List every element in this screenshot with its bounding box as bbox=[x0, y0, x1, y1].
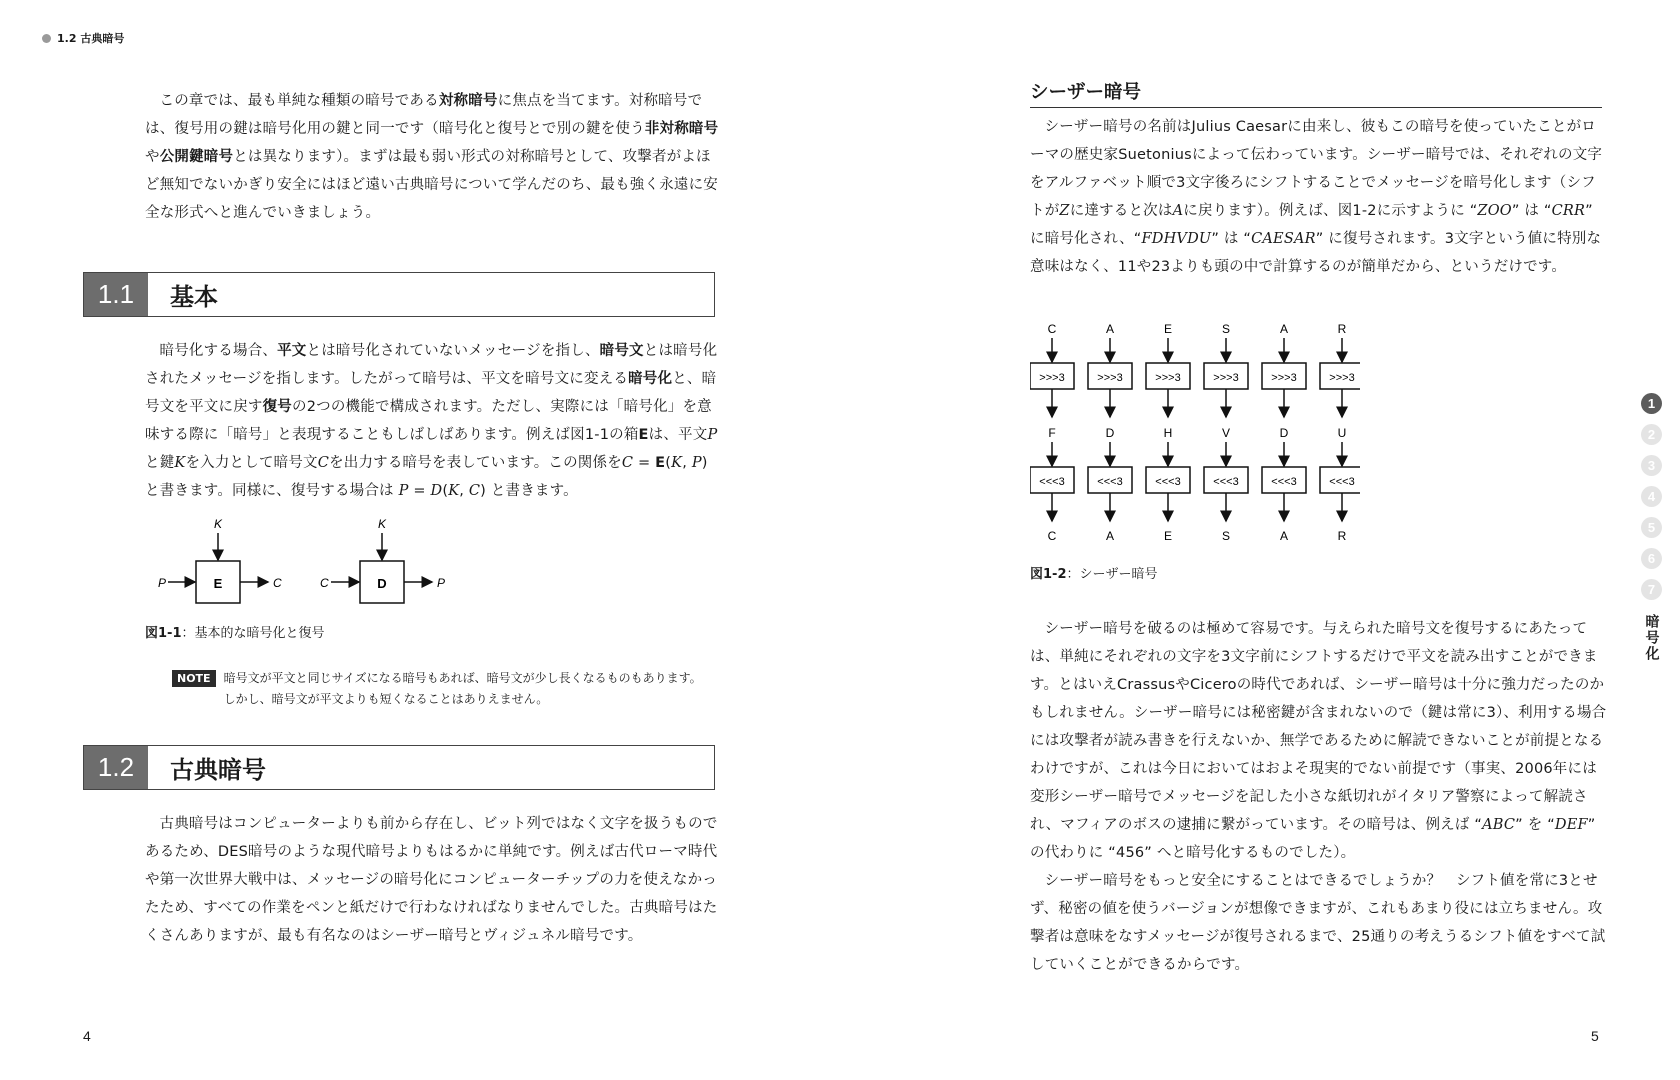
fig1-enc-c-label: C bbox=[273, 576, 282, 590]
chapter-nav-item-2[interactable]: 2 bbox=[1641, 424, 1662, 445]
fig1-dec-p-label: P bbox=[437, 576, 446, 590]
figure-1-2-caption-label: 図1-2 bbox=[1030, 567, 1067, 582]
fig2-top-letter: R bbox=[1337, 322, 1347, 336]
fig2-bottom-letter: A bbox=[1279, 529, 1289, 543]
fig1-dec-k-label: K bbox=[377, 517, 387, 531]
chapter-nav-item-4[interactable]: 4 bbox=[1641, 486, 1662, 507]
fig2-dec-box-label: <<<3 bbox=[1271, 476, 1297, 488]
running-header-text: 1.2 古典暗号 bbox=[57, 32, 125, 45]
chapter-nav-item-5[interactable]: 5 bbox=[1641, 517, 1662, 538]
note-text bbox=[224, 668, 702, 710]
fig2-mid-letter: D bbox=[1105, 426, 1115, 440]
figure-1-1-diagram bbox=[150, 515, 460, 615]
note-box bbox=[172, 668, 732, 710]
fig1-enc-box-label: E bbox=[213, 576, 223, 591]
caesar-paragraph-2: シーザー暗号を破るのは極めて容易です。与えられた暗号文を復号するにあたっては、単純にそれぞれの文字を3文字前にシフトするだけで平文を読み出すことができます。とはいえCrassusやCiceroの時代であれば、シーザー暗号は十分に強力だったのかもしれません。シーザー暗号には秘密鍵が含まれないので（鍵は常に3）、利用する場合には攻撃者が読み書きを行えないか、無学であるために解読できないことが前提となるわけですが、これは今日においてはおよそ現実的でない前提です（事実、2006年には変形シーザー暗号でメッセージを記した小さな紙切れがイタリア警察によって解読され、マフィアのボスの逮捕に繋がっています。その暗号は、例えば “ABC” を “DEF” の代わりに “456” へと暗号化するものでした）。 bbox=[1030, 621, 1607, 861]
figure-1-1-caption bbox=[145, 622, 325, 641]
fig2-dec-box-label: <<<3 bbox=[1039, 476, 1065, 488]
header-bullet-icon bbox=[42, 34, 51, 43]
fig2-top-letter: A bbox=[1105, 322, 1115, 336]
fig2-top-letter: E bbox=[1163, 322, 1173, 336]
fig1-enc-k-label: K bbox=[213, 517, 223, 531]
fig1-dec-box-label: D bbox=[377, 576, 387, 591]
fig2-mid-letter: D bbox=[1279, 426, 1289, 440]
section-heading-1-2 bbox=[83, 745, 715, 790]
chapter-nav-item-7[interactable]: 7 bbox=[1641, 579, 1662, 600]
caesar-paragraph-3: シーザー暗号をもっと安全にすることはできるでしょうか？ シフト値を常に3とせず、秘密の値を使うバージョンが想像できますが、これもあまり役には立ちません。攻撃者は意味をなすメッセージが復号されるまで、25通りの考えうるシフト値をすべて試していくことができるからです。 bbox=[1030, 873, 1606, 973]
fig2-mid-letter: V bbox=[1221, 426, 1231, 440]
fig2-enc-box-label: >>>3 bbox=[1329, 372, 1355, 384]
caesar-paragraph-1: シーザー暗号の名前はJulius Caesarに由来し、彼もこの暗号を使っていたことがローマの歴史家Suetoniusによって伝わっています。シーザー暗号では、それぞれの文字をアルファベット順で3文字後ろにシフトすることでメッセージを暗号化します（シフトがZに達すると次はAに戻ります）。例えば、図1-2に示すように “ZOO” は “CRR” に暗号化され、“FDHVDU” は “CAESAR” に復号されます。3文字という値に特別な意味はなく、11や23よりも頭の中で計算するのが簡単だから、というだけです。 bbox=[1030, 119, 1603, 275]
intro-paragraph: この章では、最も単純な種類の暗号である対称暗号に焦点を当てます。対称暗号では、復号用の鍵は暗号化用の鍵と同一です（暗号化と復号とで別の鍵を使う非対称暗号や公開鍵暗号とは異なります）。まずは最も弱い形式の対称暗号として、攻撃者がよほど無知でないかぎり安全にはほど遠い古典暗号について学んだのち、最も強く永遠に安全な形式へと進んでいきましょう。 bbox=[145, 93, 719, 221]
fig2-enc-box-label: >>>3 bbox=[1039, 372, 1065, 384]
fig2-mid-letter: U bbox=[1337, 426, 1347, 440]
fig2-mid-letter: H bbox=[1163, 426, 1173, 440]
fig2-bottom-letter: S bbox=[1221, 529, 1231, 543]
section-title: 基本 bbox=[170, 283, 218, 311]
fig1-enc-p-label: P bbox=[158, 576, 167, 590]
chapter-nav-item-6[interactable]: 6 bbox=[1641, 548, 1662, 569]
note-line-2: しかし、暗号文が平文よりも短くなることはありえません。 bbox=[223, 692, 549, 706]
fig2-enc-box-label: >>>3 bbox=[1271, 372, 1297, 384]
figure-1-2-diagram bbox=[1030, 320, 1360, 550]
chapter-nav bbox=[1641, 393, 1662, 662]
fig2-enc-box-label: >>>3 bbox=[1155, 372, 1181, 384]
fig2-bottom-letter: R bbox=[1337, 529, 1347, 543]
fig2-top-letter: S bbox=[1221, 322, 1231, 336]
section-1-2-body: 古典暗号はコンピューターよりも前から存在し、ビット列ではなく文字を扱うものであるため、DES暗号のような現代暗号よりもはるかに単純です。例えば古代ローマ時代や第一次世界大戦中は、メッセージの暗号化にコンピューターチップの力を使えなかったため、すべての作業をペンと紙だけで行わなければなりませんでした。古典暗号はたくさんありますが、最も有名なのはシーザー暗号とヴィジュネル暗号です。 bbox=[145, 816, 718, 944]
note-tag: NOTE bbox=[172, 670, 216, 687]
fig2-dec-box-label: <<<3 bbox=[1155, 476, 1181, 488]
figure-1-2-caption-text: ：シーザー暗号 bbox=[1066, 567, 1158, 582]
fig2-top-letter: A bbox=[1279, 322, 1289, 336]
figure-1-2-caption bbox=[1030, 563, 1158, 582]
right-page-number: 5 bbox=[1591, 1028, 1599, 1044]
fig2-enc-box-label: >>>3 bbox=[1097, 372, 1123, 384]
fig2-bottom-letter: A bbox=[1105, 529, 1115, 543]
chapter-nav-item-3[interactable]: 3 bbox=[1641, 455, 1662, 476]
fig1-dec-c-label: C bbox=[320, 576, 329, 590]
section-number: 1.1 bbox=[84, 273, 148, 316]
left-page-number: 4 bbox=[83, 1028, 91, 1044]
figure-1-1-caption-label: 図1-1 bbox=[145, 626, 182, 641]
section-number: 1.2 bbox=[84, 746, 148, 789]
note-line-1: 暗号文が平文と同じサイズになる暗号もあれば、暗号文が少し長くなるものもあります。 bbox=[223, 671, 702, 685]
fig2-dec-box-label: <<<3 bbox=[1329, 476, 1355, 488]
section-heading-1-1 bbox=[83, 272, 715, 317]
fig2-dec-box-label: <<<3 bbox=[1097, 476, 1123, 488]
caesar-heading: シーザー暗号 bbox=[1030, 78, 1602, 108]
fig2-enc-box-label: >>>3 bbox=[1213, 372, 1239, 384]
chapter-nav-label: 暗号化 bbox=[1643, 614, 1660, 662]
fig2-mid-letter: F bbox=[1048, 426, 1056, 440]
section-title: 古典暗号 bbox=[170, 756, 266, 784]
fig2-bottom-letter: C bbox=[1047, 529, 1057, 543]
running-header bbox=[42, 30, 124, 46]
fig2-dec-box-label: <<<3 bbox=[1213, 476, 1239, 488]
chapter-nav-item-1[interactable]: 1 bbox=[1641, 393, 1662, 414]
section-1-1-body: 暗号化する場合、平文とは暗号化されていないメッセージを指し、暗号文とは暗号化されたメッセージを指します。したがって暗号は、平文を暗号文に変える暗号化と、暗号文を平文に戻す復号の2つの機能で構成されます。ただし、実際には「暗号化」を意味する際に「暗号」と表現することもしばしばあります。例えば図1-1の箱Eは、平文Pと鍵Kを入力として暗号文Cを出力する暗号を表しています。この関係をC = E(K, P) と書きます。同様に、復号する場合は P = D(K, C) と書きます。 bbox=[145, 343, 718, 499]
fig2-bottom-letter: E bbox=[1163, 529, 1173, 543]
fig2-top-letter: C bbox=[1047, 322, 1057, 336]
figure-1-1-caption-text: ：基本的な暗号化と復号 bbox=[181, 626, 325, 641]
